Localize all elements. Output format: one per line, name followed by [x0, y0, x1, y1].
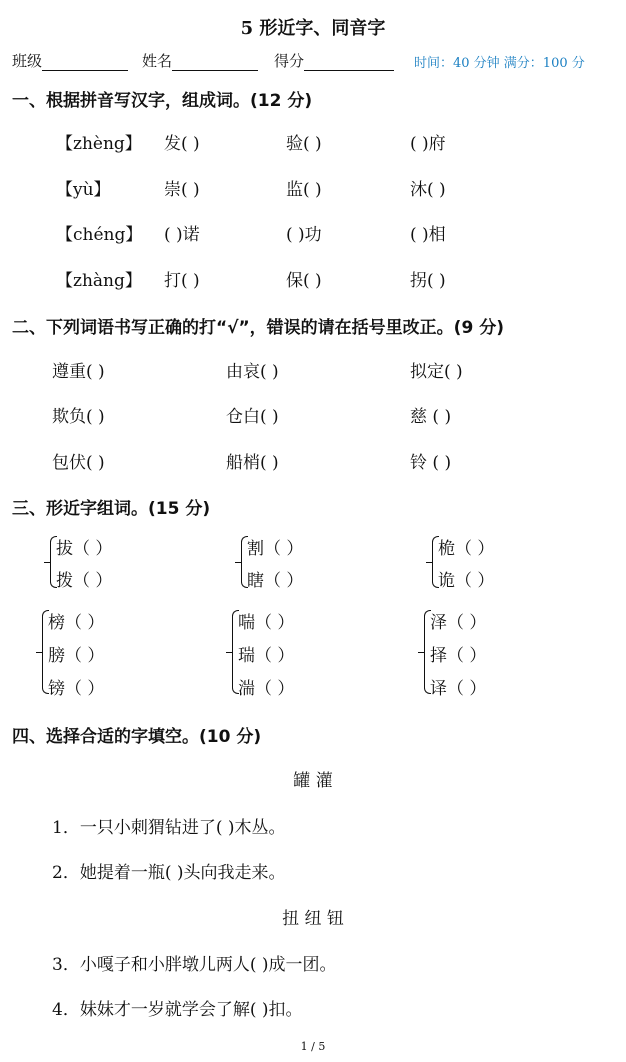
question-2: 2．她提着一瓶( )头向我走来。 [52, 863, 286, 883]
blank-item: 崇( ) [164, 180, 200, 200]
word-item: 船梢( ) [226, 453, 279, 473]
name-blank [172, 54, 258, 71]
question-4: 4．妹妹才一岁就学会了解( )扣。 [52, 1000, 303, 1020]
name-label: 姓名 [142, 52, 173, 70]
word-item: 包伏( ) [52, 453, 105, 473]
char-item: 译（ ） [430, 679, 487, 699]
word-options: 罐 灌 [293, 771, 333, 791]
name-field [142, 50, 258, 71]
blank-item: 发( ) [164, 134, 200, 154]
score-blank [304, 54, 394, 71]
question-1: 1．一只小刺猬钻进了( )木丛。 [52, 818, 286, 838]
class-blank [42, 54, 128, 71]
word-item: 遵重( ) [52, 362, 105, 382]
word-item: 仓白( ) [226, 407, 279, 427]
blank-item: 保( ) [286, 271, 322, 291]
char-item: 榜（ ） [48, 613, 105, 633]
char-item: 湍（ ） [238, 679, 295, 699]
word-options: 扭 纽 钮 [282, 909, 344, 929]
blank-item: ( )府 [410, 134, 446, 154]
char-item: 诡（ ） [438, 571, 495, 591]
word-item: 铃 ( ) [410, 453, 452, 473]
section2-heading: 二、下列词语书写正确的打“√”，错误的请在括号里改正。(9 分) [12, 318, 504, 338]
pinyin-label: 【zhèng】 [56, 134, 142, 154]
pinyin-label: 【zhàng】 [56, 271, 142, 291]
pinyin-label: 【chéng】 [56, 225, 143, 245]
section1-heading: 一、根据拼音写汉字，组成词。(12 分) [12, 91, 313, 111]
question-3: 3．小嘎子和小胖墩儿两人( )成一团。 [52, 955, 337, 975]
pinyin-label: 【yù】 [56, 180, 111, 200]
char-item: 膀（ ） [48, 646, 105, 666]
blank-item: 监( ) [286, 180, 322, 200]
word-item: 拟定( ) [410, 362, 463, 382]
score-field [274, 50, 394, 71]
page-title: 5 形近字、同音字 [240, 18, 386, 39]
char-item: 拨（ ） [56, 571, 113, 591]
blank-item: 验( ) [286, 134, 322, 154]
section4-heading: 四、选择合适的字填空。(10 分) [12, 727, 262, 747]
char-item: 泽（ ） [430, 613, 487, 633]
word-item: 由哀( ) [226, 362, 279, 382]
blank-item: ( )相 [410, 225, 446, 245]
blank-item: 拐( ) [410, 271, 446, 291]
word-item: 慈 ( ) [410, 407, 452, 427]
score-label: 得分 [274, 52, 305, 70]
char-item: 瑞（ ） [238, 646, 295, 666]
class-label: 班级 [12, 52, 43, 70]
blank-item: ( )功 [286, 225, 322, 245]
char-item: 喘（ ） [238, 613, 295, 633]
word-item: 欺负( ) [52, 407, 105, 427]
char-item: 瞎（ ） [247, 571, 304, 591]
char-item: 桅（ ） [438, 539, 495, 559]
char-item: 割（ ） [247, 539, 304, 559]
section3-heading: 三、形近字组词。(15 分) [12, 499, 211, 519]
blank-item: 沐( ) [410, 180, 446, 200]
blank-item: ( )诺 [164, 225, 200, 245]
page-number: 1 / 5 [300, 1040, 326, 1053]
char-item: 镑（ ） [48, 679, 105, 699]
blank-item: 打( ) [164, 271, 200, 291]
char-item: 择（ ） [430, 646, 487, 666]
time-info: 时间：40 分钟 满分：100 分 [414, 56, 585, 71]
class-field [12, 50, 128, 71]
char-item: 拔（ ） [56, 539, 113, 559]
